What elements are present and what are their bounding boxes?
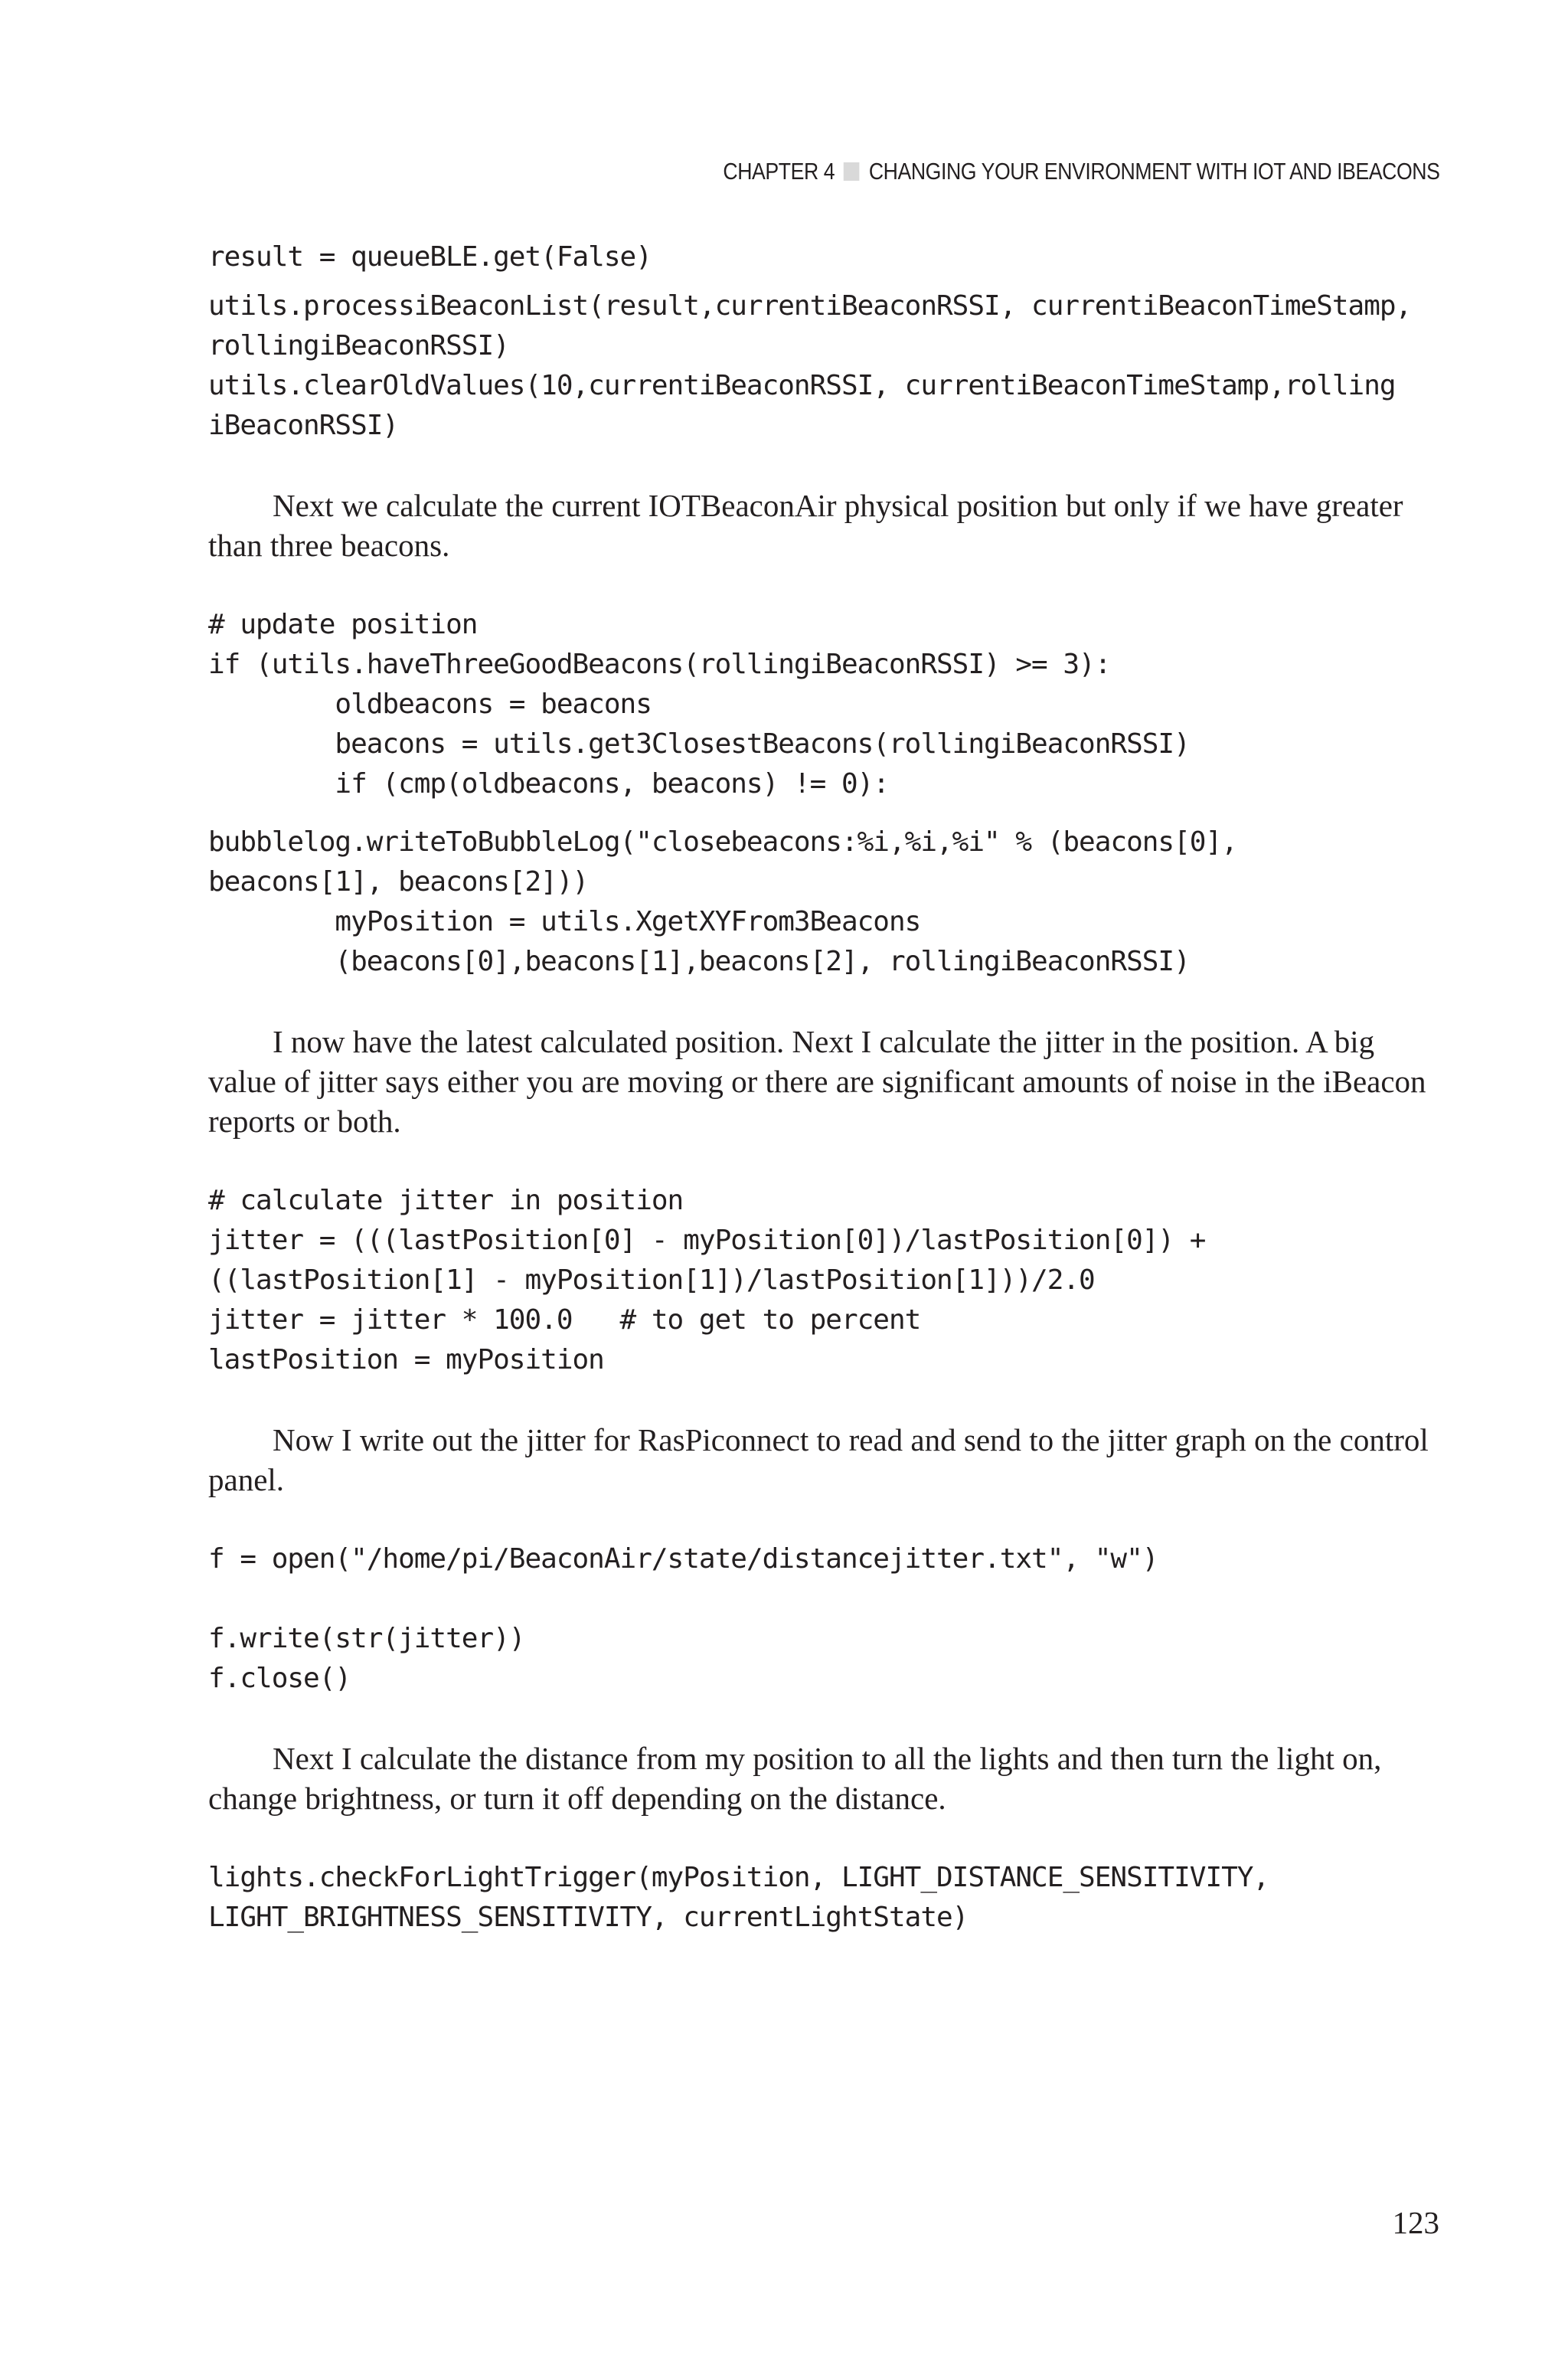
header-separator-square: [844, 162, 860, 181]
paragraph-write-jitter: Now I write out the jitter for RasPiconnect to read and send to the jitter graph on the control panel.: [208, 1422, 1429, 1497]
code-block-bubblelog: bubblelog.writeToBubbleLog("closebeacons:%i,%i,%i" % (beacons[0], beacons[1], beacons[2])) myPosition = utils.XgetXYFrom3Beacons (beacons[0],beacons[1],beacons[2], rollingiBeaconRSSI): [208, 826, 1237, 977]
page-number: 123: [1392, 2205, 1439, 2240]
code-block-open-file: f = open("/home/pi/BeaconAir/state/distancejitter.txt", "w"): [208, 1543, 1158, 1575]
chapter-title: CHANGING YOUR ENVIRONMENT WITH IOT AND IBEACONS: [868, 158, 1439, 185]
paragraph-lights: Next I calculate the distance from my position to all the lights and then turn the light on, change brightness, or turn it off depending on the distance.: [208, 1741, 1382, 1816]
code-block-light-trigger: lights.checkForLightTrigger(myPosition, LIGHT_DISTANCE_SENSITIVITY, LIGHT_BRIGHTNESS_SENSITIVITY, currentLightState): [208, 1862, 1269, 1933]
page-content: [208, 237, 1449, 1938]
code-block-process-list: utils.processiBeaconList(result,currentiBeaconRSSI, currentiBeaconTimeStamp, rollingiBeaconRSSI) utils.clearOldValues(10,currentiBeaconRSSI, currentiBeaconTimeStamp,rolling iBeaconRSSI): [208, 290, 1412, 441]
code-block-calculate-jitter: # calculate jitter in position jitter = (((lastPosition[0] - myPosition[0])/lastPosition[0]) + ((lastPosition[1] - myPosition[1])/lastPosition[1]))/2.0 jitter = jitter * 100.0 # to get to percent lastPosition = myPosition: [208, 1185, 1206, 1375]
paragraph-position: Next we calculate the current IOTBeaconAir physical position but only if we have greater than three beacons.: [208, 488, 1403, 563]
running-header: [723, 158, 1439, 185]
paragraph-jitter: I now have the latest calculated position. Next I calculate the jitter in the position. A big value of jitter says either you are moving or there are significant amounts of noise in the iBeacon reports or both.: [208, 1024, 1426, 1139]
code-block-write-file: f.write(str(jitter)) f.close(): [208, 1623, 525, 1694]
chapter-label: CHAPTER 4: [722, 158, 835, 185]
code-block-result: result = queueBLE.get(False): [208, 241, 652, 273]
code-block-update-position: # update position if (utils.haveThreeGoodBeacons(rollingiBeaconRSSI) >= 3): oldbeacons = beacons beacons = utils.get3ClosestBeacons(rollingiBeaconRSSI) if (cmp(oldbeacons, beacons) != 0):: [208, 609, 1190, 800]
